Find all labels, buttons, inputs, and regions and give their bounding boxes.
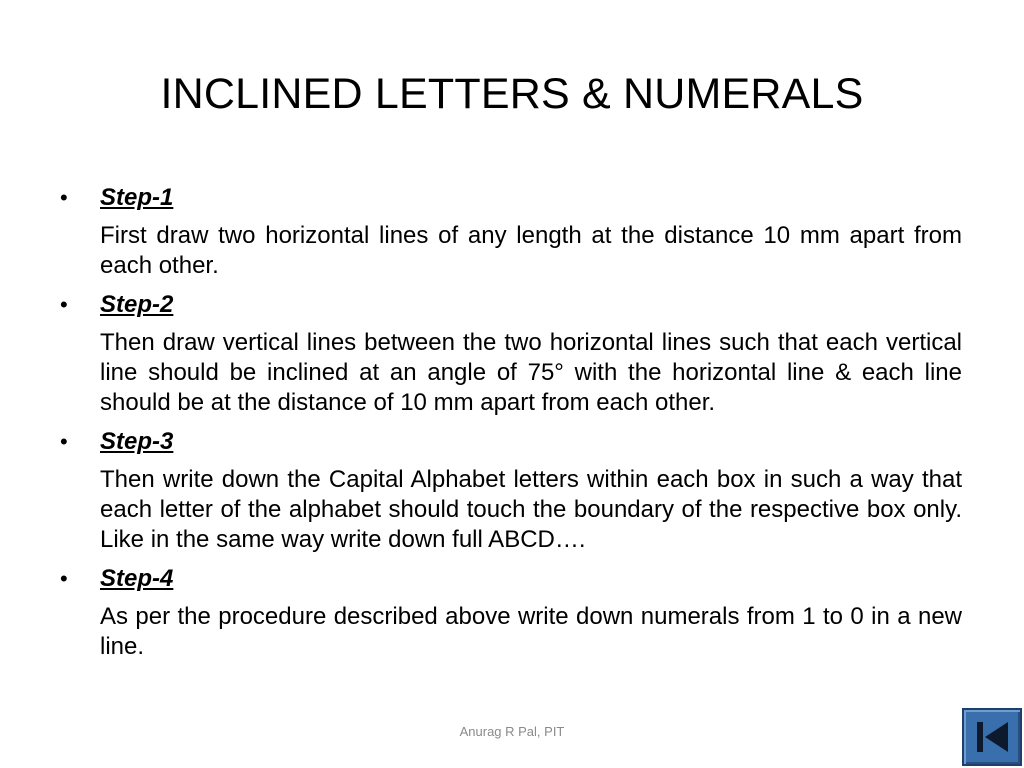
slide-footer: Anurag R Pal, PIT (459, 724, 565, 739)
bullet-icon: • (60, 429, 68, 454)
step-label: Step-2 (100, 291, 174, 318)
slide-title: INCLINED LETTERS & NUMERALS (160, 70, 864, 118)
step-heading (60, 563, 962, 595)
bullet-icon: • (60, 185, 68, 210)
step-list (60, 182, 962, 670)
step-text: Then write down the Capital Alphabet letters within each box in such a way that each letter of the alphabet should touch the boundary of the respective box only. Like in the same way write down full ABCD…. (100, 466, 962, 553)
step-heading (60, 426, 962, 458)
step-item (60, 563, 962, 662)
step-text: First draw two horizontal lines of any length at the distance 10 mm apart from each other. (100, 222, 962, 279)
step-text: Then draw vertical lines between the two horizontal lines such that each vertical line should be inclined at an angle of 75° with the horizontal line & each line should be at the distance of 10 mm apart from each other. (100, 329, 962, 416)
bullet-icon: • (60, 566, 68, 591)
step-text: As per the procedure described above write down numerals from 1 to 0 in a new line. (100, 603, 962, 660)
step-label: Step-3 (100, 428, 174, 455)
step-item (60, 426, 962, 555)
previous-slide-icon (964, 710, 1020, 764)
previous-slide-button[interactable] (962, 708, 1022, 766)
step-heading (60, 182, 962, 214)
step-label: Step-4 (100, 565, 174, 592)
step-heading (60, 289, 962, 321)
step-item (60, 182, 962, 281)
step-item (60, 289, 962, 418)
step-label: Step-1 (100, 184, 174, 211)
bullet-icon: • (60, 292, 68, 317)
